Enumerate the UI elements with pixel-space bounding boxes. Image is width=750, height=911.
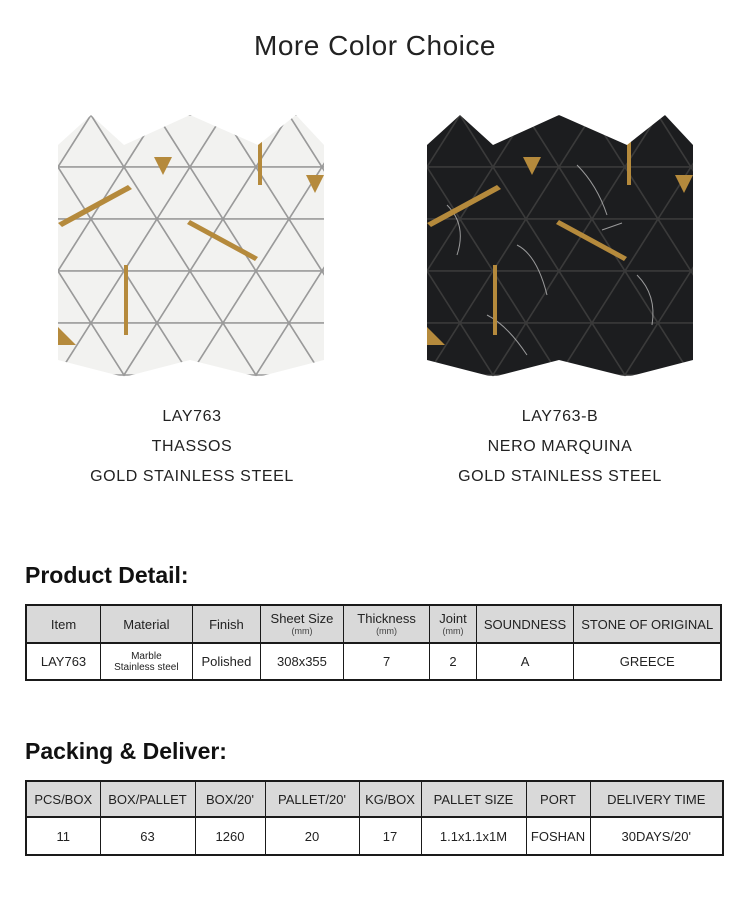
packing-value-cell: 17 <box>359 817 421 855</box>
white-mosaic-sheet <box>58 105 328 377</box>
header-sheet-size <box>261 605 344 643</box>
product-metal: GOLD STAINLESS STEEL <box>458 468 662 485</box>
tile-image-black <box>427 105 697 377</box>
product-caption-right <box>410 402 710 492</box>
cell-material-line-2: Stainless steel <box>114 661 179 673</box>
white-triangles <box>58 115 328 375</box>
table-header-row <box>26 605 721 643</box>
product-detail-heading: Product Detail: <box>25 562 189 588</box>
cell-item: LAY763 <box>26 643 101 680</box>
table-row <box>26 817 723 855</box>
header-material: Material <box>101 605 193 643</box>
gold-inlay <box>124 265 128 335</box>
packing-table <box>25 780 724 856</box>
packing-header-cell: PALLET SIZE <box>421 781 526 817</box>
header-item: Item <box>26 605 101 643</box>
product-code: LAY763 <box>162 408 222 425</box>
header-thickness <box>343 605 430 643</box>
gold-inlay <box>493 265 497 335</box>
header-sheet-size-label: Sheet Size <box>270 611 334 626</box>
product-caption-left <box>42 402 342 492</box>
black-mosaic-sheet <box>427 105 697 377</box>
header-thickness-label: Thickness <box>357 611 416 626</box>
cell-joint: 2 <box>430 643 476 680</box>
packing-value-cell: 30DAYS/20' <box>590 817 723 855</box>
cell-material-line-1: Marble <box>131 650 162 662</box>
packing-value-cell: FOSHAN <box>526 817 590 855</box>
header-sheet-size-unit: (mm) <box>291 626 313 636</box>
packing-value-cell: 20 <box>265 817 359 855</box>
cell-material <box>101 643 193 680</box>
product-detail-table <box>25 604 722 681</box>
black-triangles <box>427 115 697 375</box>
cell-soundness: A <box>476 643 574 680</box>
header-origin: STONE OF ORIGINAL <box>574 605 721 643</box>
header-soundness: SOUNDNESS <box>476 605 574 643</box>
packing-heading: Packing & Deliver: <box>25 738 227 764</box>
page-title: More Color Choice <box>254 30 496 61</box>
packing-value-cell: 1.1x1.1x1M <box>421 817 526 855</box>
packing-header-cell: KG/BOX <box>359 781 421 817</box>
packing-header-cell: PCS/BOX <box>26 781 100 817</box>
header-joint-label: Joint <box>439 611 467 626</box>
product-code: LAY763-B <box>521 408 599 425</box>
packing-header-row <box>26 781 723 817</box>
header-finish: Finish <box>192 605 260 643</box>
product-stone: NERO MARQUINA <box>487 438 633 455</box>
cell-thickness: 7 <box>343 643 430 680</box>
product-metal: GOLD STAINLESS STEEL <box>90 468 294 485</box>
packing-value-cell: 11 <box>26 817 100 855</box>
header-joint-unit: (mm) <box>442 626 464 636</box>
packing-header-cell: PALLET/20' <box>265 781 359 817</box>
packing-value-cell: 1260 <box>195 817 265 855</box>
packing-header-cell: BOX/PALLET <box>100 781 195 817</box>
table-row <box>26 643 721 680</box>
packing-header-cell: DELIVERY TIME <box>590 781 723 817</box>
packing-header-cell: BOX/20' <box>195 781 265 817</box>
cell-finish: Polished <box>192 643 260 680</box>
tile-image-white <box>58 105 328 377</box>
cell-origin: GREECE <box>574 643 721 680</box>
header-thickness-unit: (mm) <box>376 626 398 636</box>
packing-header-cell: PORT <box>526 781 590 817</box>
product-stone: THASSOS <box>151 438 233 455</box>
header-joint <box>430 605 476 643</box>
cell-sheet-size: 308x355 <box>261 643 344 680</box>
packing-value-cell: 63 <box>100 817 195 855</box>
